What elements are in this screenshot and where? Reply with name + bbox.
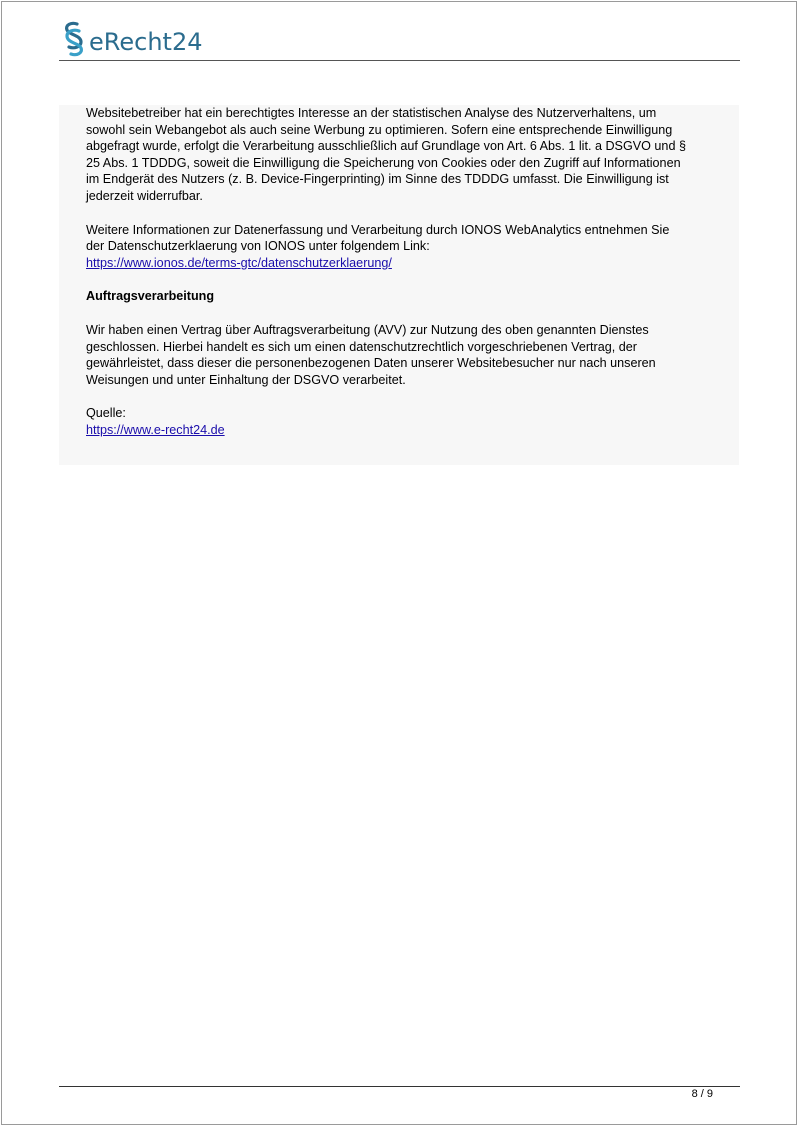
text-line: Wir haben einen Vertrag über Auftragsverarbeitung (AVV) zur Nutzung des oben genannten Dienstes [86, 322, 649, 337]
page-number: 8 / 9 [691, 1088, 713, 1100]
text-line: abgefragt wurde, erfolgt die Verarbeitung ausschließlich auf Grundlage von Art. 6 Abs. 1 lit. a DSGVO und § [86, 139, 686, 154]
section-sign-logo-icon [59, 19, 89, 59]
text-line: der Datenschutzerklaerung von IONOS unter folgendem Link: [86, 239, 430, 254]
page-header [59, 18, 739, 60]
paragraph-source [86, 405, 712, 438]
text-line: geschlossen. Hierbei handelt es sich um einen datenschutzrechtlich vorgeschriebenen Vertrag, der [86, 339, 637, 354]
ionos-privacy-link[interactable]: https://www.ionos.de/terms-gtc/datenschutzerklaerung/ [86, 255, 392, 270]
text-line: Weisungen und unter Einhaltung der DSGVO verarbeitet. [86, 372, 406, 387]
text-line: Websitebetreiber hat ein berechtigtes Interesse an der statistischen Analyse des Nutzerverhaltens, um [86, 106, 657, 120]
paragraph-more-info [86, 222, 712, 272]
erecht24-source-link[interactable]: https://www.e-recht24.de [86, 422, 225, 437]
source-label: Quelle: [86, 406, 126, 421]
footer-divider [59, 1086, 740, 1087]
content-body [86, 105, 712, 456]
section-heading: Auftragsverarbeitung [86, 289, 215, 304]
text-line: sowohl sein Webangebot als auch seine Werbung zu optimieren. Sofern eine entsprechende Einwilligung [86, 122, 673, 137]
text-line: jederzeit widerrufbar. [86, 188, 203, 203]
paragraph-avv [86, 322, 712, 388]
paragraph-consent [86, 105, 712, 205]
erecht24-logo [59, 18, 202, 60]
text-line: im Endgerät des Nutzers (z. B. Device-Fingerprinting) im Sinne des TDDDG umfasst. Die Einwilligung ist [86, 172, 669, 187]
content-panel [59, 105, 739, 465]
logo-text: eRecht24 [89, 28, 203, 56]
text-line: 25 Abs. 1 TDDDG, soweit die Einwilligung die Speicherung von Cookies oder den Zugriff auf Informationen [86, 155, 681, 170]
header-divider [59, 60, 740, 61]
text-line: Weitere Informationen zur Datenerfassung und Verarbeitung durch IONOS WebAnalytics entnehmen Sie [86, 222, 670, 237]
text-line: gewährleistet, dass dieser die personenbezogenen Daten unserer Websitebesucher nur nach unseren [86, 356, 656, 371]
